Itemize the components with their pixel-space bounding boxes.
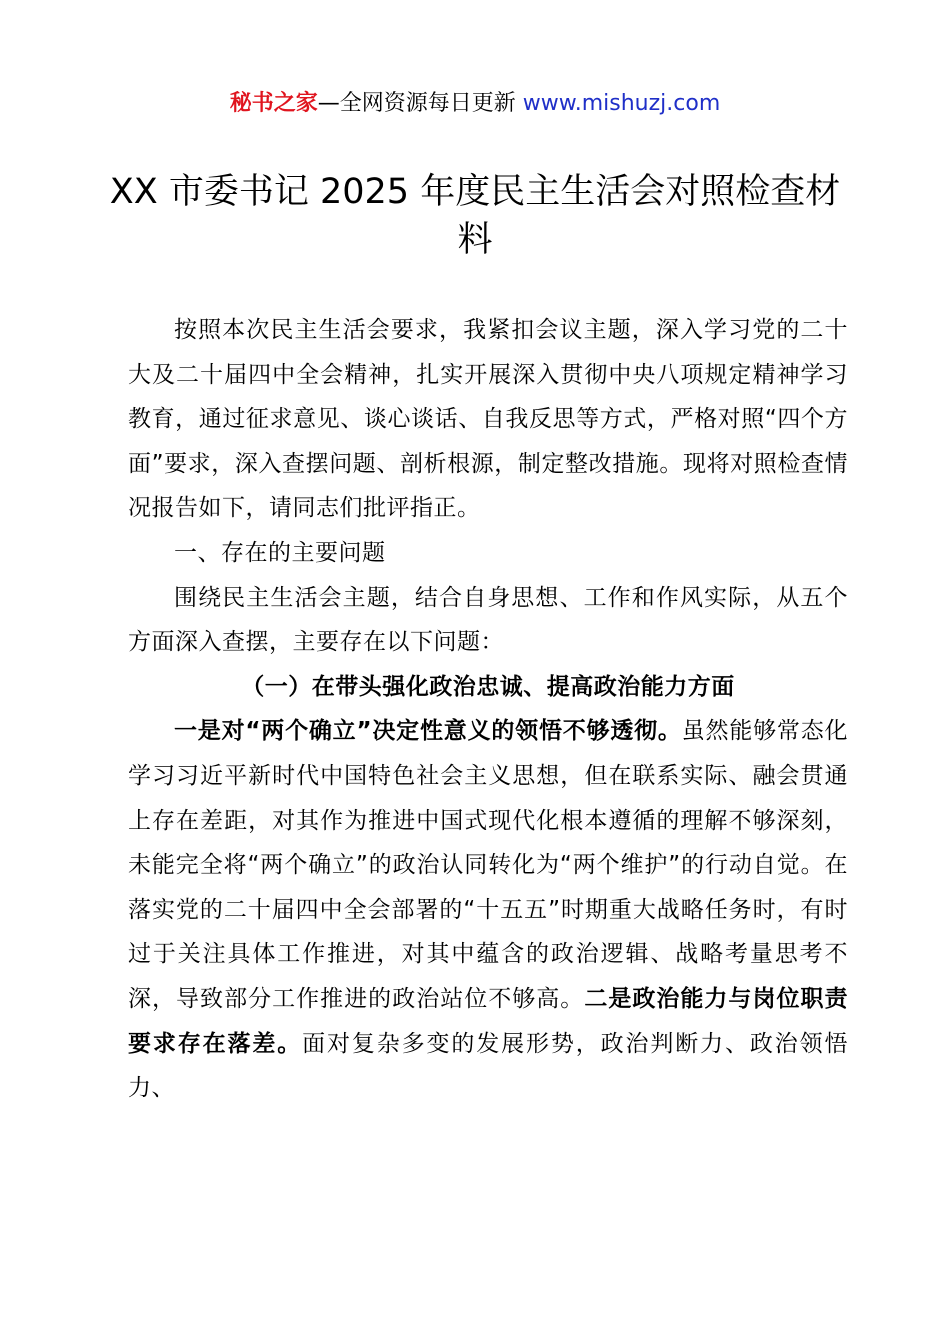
point-one-lead: 一是对“两个确立”决定性意义的领悟不够透彻。	[174, 718, 682, 745]
site-header	[0, 88, 950, 120]
brand-name: 秘书之家	[229, 91, 318, 116]
section-intro-paragraph: 围绕民主生活会主题，结合自身思想、工作和作风实际，从五个方面深入查摆，主要存在以下问题：	[128, 584, 848, 656]
point-two-text: 面对复杂多变的发展形势，政治判断力、政治领悟力、	[128, 1030, 848, 1102]
header-slogan: —全网资源每日更新	[317, 91, 523, 116]
site-url-link[interactable]: www.mishuzj.com	[522, 91, 721, 116]
document-body	[128, 308, 848, 1111]
point-one-text: 虽然能够常态化学习习近平新时代中国特色社会主义思想，但在联系实际、融会贯通上存在差距，对其作为推进中国式现代化根本遵循的理解不够深刻，未能完全将“两个确立”的政治认同转化为“两个维护”的行动自觉。在落实党的二十届四中全会部署的“十五五”时期重大战略任务时，有时过于关注具体工作推进，对其中蕴含的政治逻辑、战略考量思考不深，导致部分工作推进的政治站位不够高。	[128, 718, 849, 1012]
section-heading: 一、存在的主要问题	[174, 539, 386, 566]
problem-paragraph	[128, 709, 848, 1110]
document-title: XX 市委书记 2025 年度民主生活会对照检查材料	[109, 172, 841, 260]
subsection-heading: （一）在带头强化政治忠诚、提高政治能力方面	[241, 673, 735, 700]
point-two-lead: 二是政治能力与岗位职责要求存在落差。	[128, 985, 849, 1057]
intro-paragraph: 按照本次民主生活会要求，我紧扣会议主题，深入学习党的二十大及二十届四中全会精神，扎实开展深入贯彻中央八项规定精神学习教育，通过征求意见、谈心谈话、自我反思等方式，严格对照“四个方面”要求，深入查摆问题、剖析根源，制定整改措施。现将对照检查情况报告如下，请同志们批评指正。	[128, 317, 848, 522]
